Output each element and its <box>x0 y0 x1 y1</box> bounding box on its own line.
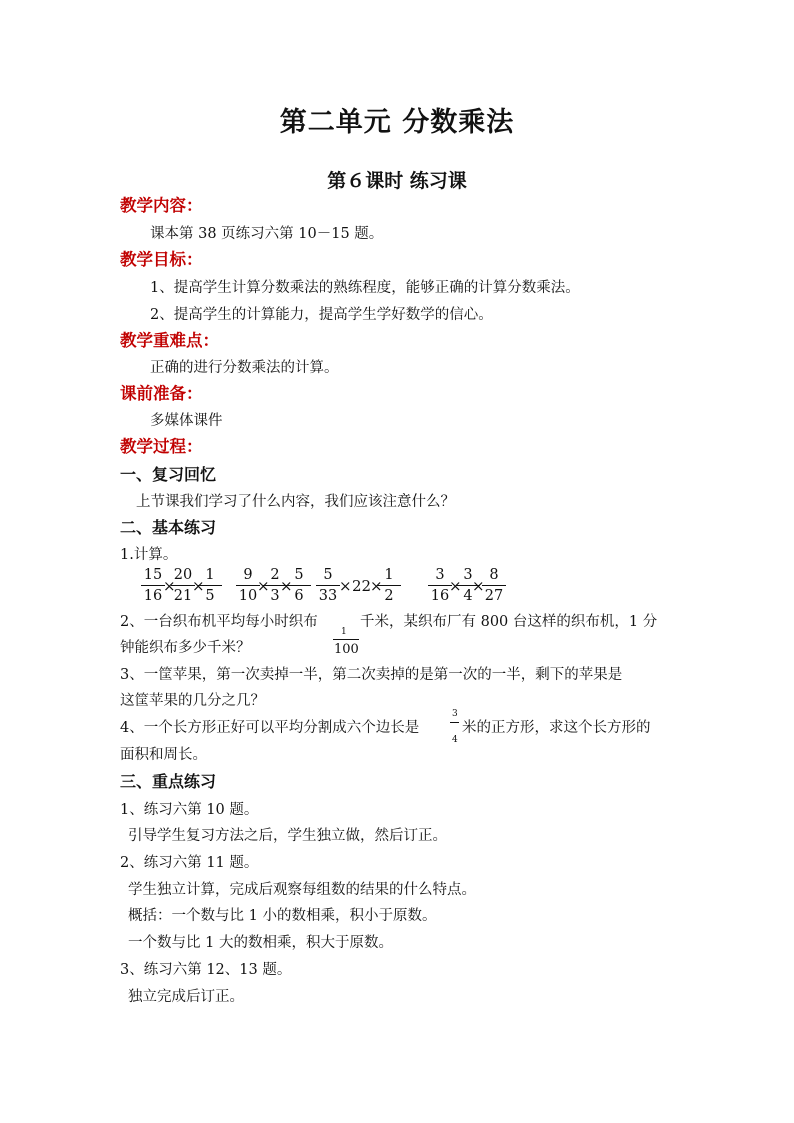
times-sign: × <box>163 577 176 595</box>
review-text: 上节课我们学习了什么内容，我们应该注意什么？ <box>136 494 455 510</box>
practice-item-3: 3、练习六第 12、13 题。 <box>120 962 292 978</box>
goals-heading: 教学目标： <box>120 250 203 269</box>
key-practice-heading: 三、重点练习 <box>120 772 217 791</box>
content-heading: 教学内容： <box>120 196 203 215</box>
question-2-text-b: 千米，某织布厂有 800 台这样的织布机，1 分 <box>360 614 658 630</box>
question-2-fraction-denominator: 100 <box>334 642 359 657</box>
practice-item-2: 2、练习六第 11 题。 <box>120 855 259 871</box>
practice-item-3-text: 独立完成后订正。 <box>128 989 244 1005</box>
key-points-heading: 教学重难点： <box>120 331 219 350</box>
times-sign: × <box>192 577 205 595</box>
lesson-subtitle: 第６课时 练习课 <box>327 170 467 192</box>
times-sign: × <box>370 577 383 595</box>
practice-item-1-text: 引导学生复习方法之后，学生独立做，然后订正。 <box>128 828 447 844</box>
goal-item-1: 1、提高学生计算分数乘法的熟练程度，能够正确的计算分数乘法。 <box>150 280 580 296</box>
page-title: 第二单元 分数乘法 <box>279 107 515 138</box>
times-sign: × <box>472 577 485 595</box>
goal-item-2: 2、提高学生的计算能力，提高学生学好数学的信心。 <box>150 307 493 323</box>
fraction-3-4: 3 4 <box>454 566 482 605</box>
fraction-9-10: 9 10 <box>234 566 262 605</box>
practice-item-2-summary-2: 一个数与比 1 大的数相乘，积大于原数。 <box>128 935 393 951</box>
question-4-fraction-bar <box>450 722 459 723</box>
question-2-fraction-numerator: 1 <box>341 627 347 637</box>
question-4-text-b: 米的正方形，求这个长方形的 <box>462 720 651 736</box>
question-4-fraction-denominator: 4 <box>452 735 458 745</box>
practice-item-2-text: 学生独立计算，完成后观察每组数的结果的什么特点。 <box>128 882 476 898</box>
fraction-15-16: 15 16 <box>139 566 167 605</box>
review-heading: 一、复习回忆 <box>120 465 217 484</box>
question-4-fraction-numerator: 3 <box>452 709 458 719</box>
fraction-8-27: 8 27 <box>480 566 508 605</box>
question-2-text-a: 2、一台织布机平均每小时织布 <box>120 614 318 630</box>
question-4-text-a: 4、一个长方形正好可以平均分割成六个边长是 <box>120 720 420 736</box>
key-points-text: 正确的进行分数乘法的计算。 <box>150 360 339 376</box>
times-sign: × <box>339 577 352 595</box>
preparation-text: 多媒体课件 <box>150 413 223 429</box>
practice-item-2-summary-1: 概括：一个数与比 1 小的数相乘，积小于原数。 <box>128 908 437 924</box>
fraction-1-5: 1 5 <box>196 566 224 605</box>
times-sign: × <box>257 577 270 595</box>
content-text: 课本第 38 页练习六第 10－15 题。 <box>150 226 384 242</box>
fraction-2-3: 2 3 <box>261 566 289 605</box>
question-3-text-a: 3、一筐苹果，第一次卖掉一半，第二次卖掉的是第一次的一半，剩下的苹果是 <box>120 667 623 683</box>
question-2-text-c: 钟能织布多少千米？ <box>120 640 251 656</box>
fraction-5-33: 5 33 <box>314 566 342 605</box>
integer-22: 22 <box>352 577 372 595</box>
times-sign: × <box>280 577 293 595</box>
practice-item-1: 1、练习六第 10 题。 <box>120 802 259 818</box>
fraction-5-6: 5 6 <box>285 566 313 605</box>
question-3-text-b: 这筐苹果的几分之几？ <box>120 693 265 709</box>
process-heading: 教学过程： <box>120 437 203 456</box>
preparation-heading: 课前准备： <box>120 384 203 403</box>
basic-practice-heading: 二、基本练习 <box>120 518 217 537</box>
question-1-label: 1.计算。 <box>120 547 178 563</box>
fraction-1-2: 1 2 <box>375 566 403 605</box>
times-sign: × <box>449 577 462 595</box>
question-4-text-c: 面积和周长。 <box>120 747 207 763</box>
fraction-3-16: 3 16 <box>426 566 454 605</box>
fraction-20-21: 20 21 <box>169 566 197 605</box>
